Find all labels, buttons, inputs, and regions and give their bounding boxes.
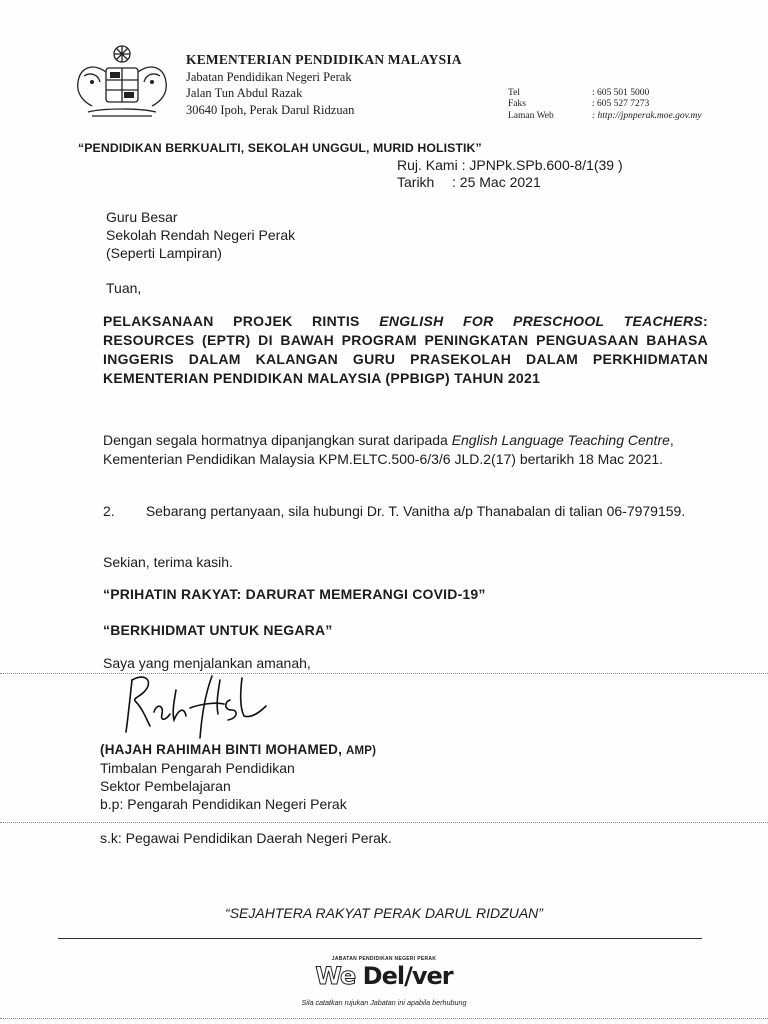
paragraph-2 [103, 502, 696, 521]
address-line-1: Jalan Tun Abdul Razak [186, 86, 303, 100]
paragraph-1-part-3: , Kementerian Pendidikan Malaysia KPM.ELTC.500-6/3/6 JLD.2(17) bertarikh 18 Mac 2021. [103, 432, 674, 467]
trust-line: Saya yang menjalankan amanah, [103, 655, 311, 671]
paragraph-2-number: 2. [103, 503, 115, 519]
scan-divider-2 [0, 822, 768, 823]
signatory-name-text: (HAJAH RAHIMAH BINTI MOHAMED, [100, 742, 346, 757]
scan-divider [0, 673, 768, 674]
footer-rule [58, 938, 702, 939]
slogan-covid: “PRIHATIN RAKYAT: DARURAT MEMERANGI COVID-19” [103, 586, 486, 602]
web-label: Laman Web [508, 111, 554, 121]
paragraph-1-part-2: English Language Teaching Centre [451, 432, 670, 448]
logo-word-1: We [315, 962, 356, 990]
reference-number: Ruj. Kami : JPNPk.SPb.600-8/1(39 ) [397, 157, 623, 173]
date-label: Tarikh [397, 174, 435, 190]
department-name: Jabatan Pendidikan Negeri Perak [186, 70, 352, 84]
ministry-name: KEMENTERIAN PENDIDIKAN MALAYSIA [186, 52, 462, 67]
footnote: Sila catatkan rujukan Jabatan ini apabila berhubung [301, 998, 467, 1007]
signatory-position-2: Sektor Pembelajaran [100, 778, 231, 794]
we-deliver-logo [0, 962, 768, 990]
paragraph-2-text: Sebarang pertanyaan, sila hubungi Dr. T. Vanitha a/p Thanabalan di talian 06-7979159. [145, 503, 686, 519]
date-value: : 25 Mac 2021 [452, 174, 541, 190]
subject-part-1: PELAKSANAAN PROJEK RINTIS [103, 313, 380, 329]
subject-part-3: : RESOURCES (EPTR) DI BAWAH PROGRAM PENINGKATAN PENGUASAAN BAHASA INGGERIS DALAM KALANGAN GURU PRASEKOLAH DALAM PERKHIDMATAN KEMENTERIAN PENDIDIKAN MALAYSIA (PPBIGP) TAHUN 2021 [103, 313, 708, 386]
closing: Sekian, terima kasih. [103, 554, 233, 570]
scan-bottom-edge [0, 1018, 768, 1019]
fax-value: : 605 527 7273 [592, 99, 650, 109]
tel-label: Tel [508, 88, 520, 98]
coat-of-arms-icon [70, 42, 174, 122]
address-line-2: 30640 Ipoh, Perak Darul Ridzuan [186, 103, 355, 117]
signature-icon [120, 668, 285, 743]
signatory-position-1: Timbalan Pengarah Pendidikan [100, 760, 295, 776]
paragraph-1-part-1: Dengan segala hormatnya dipanjangkan surat daripada [103, 432, 452, 448]
slogan-negara: “BERKHIDMAT UNTUK NEGARA” [103, 622, 333, 638]
salutation: Tuan, [106, 280, 142, 296]
paragraph-1 [103, 431, 703, 469]
fax-label: Faks [508, 99, 526, 109]
footer-quote: “SEJAHTERA RAKYAT PERAK DARUL RIDZUAN” [225, 905, 543, 921]
subject-part-2: ENGLISH FOR PRESCHOOL TEACHERS [379, 313, 704, 329]
signatory-name [100, 742, 376, 757]
motto: “PENDIDIKAN BERKUALITI, SEKOLAH UNGGUL, MURID HOLISTIK” [78, 141, 482, 155]
signatory-position-3: b.p: Pengarah Pendidikan Negeri Perak [100, 796, 347, 812]
recipient-line-1: Guru Besar [106, 209, 178, 225]
logo-word-2: Del [355, 962, 405, 990]
recipient-line-3: (Seperti Lampiran) [106, 245, 222, 261]
web-link[interactable]: : http://jpnperak.moe.gov.my [592, 111, 702, 121]
signatory-honorific: AMP) [346, 745, 377, 757]
recipient-line-2: Sekolah Rendah Negeri Perak [106, 227, 296, 243]
subject-heading [103, 312, 708, 388]
logo-word-3: /ver [404, 962, 453, 990]
carbon-copy: s.k: Pegawai Pendidikan Daerah Negeri Perak. [100, 830, 392, 846]
tel-value: : 605 501 5000 [592, 88, 650, 98]
logo-caption: JABATAN PENDIDIKAN NEGERI PERAK [331, 956, 437, 962]
